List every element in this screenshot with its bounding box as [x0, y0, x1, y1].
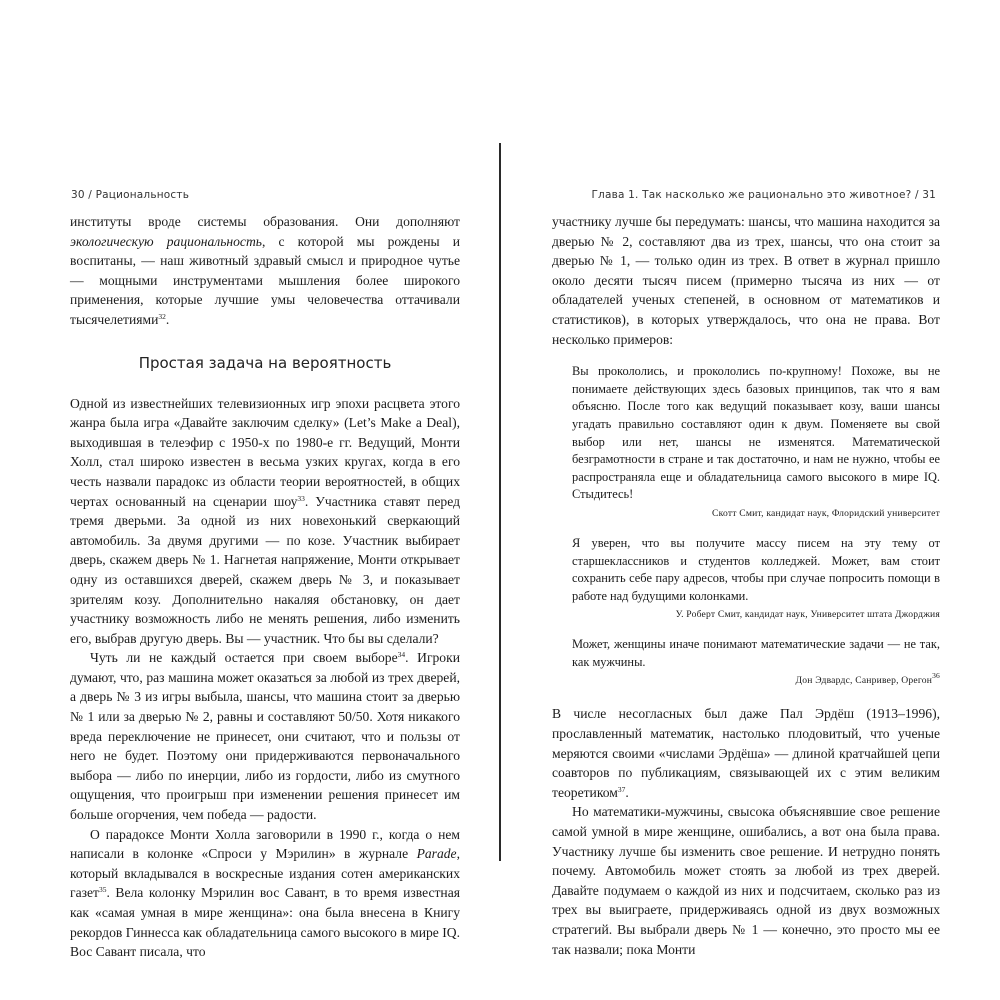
text-span: О парадоксе Монти Холла заговорили в 1990 г., когда о нем написали в колонке «Спроси у Мэрилин» в журнале — [70, 826, 460, 862]
text-span: . Вела колонку Мэрилин вос Савант, в то время известная как «самая умная в мире женщина»: она была внесена в Книгу рекордов Гиннесса как обладательница самого высокого в мире IQ. Вос Савант писала, что — [70, 885, 460, 960]
quote-text: Может, женщины иначе понимают математические задачи — не так, как мужчины. — [572, 637, 940, 669]
italic-term: экологическую рациональность — [70, 233, 262, 249]
right-page-body — [552, 212, 940, 959]
footnote-ref: 33 — [297, 493, 305, 503]
quote-block — [572, 535, 940, 622]
running-head-left: 30 / Рациональность — [71, 189, 190, 201]
text-span: . — [625, 784, 629, 800]
footnote-ref: 36 — [932, 671, 940, 681]
text-span: . Участника ставят перед тремя дверьми. За одной из них новехонький сверкающий автомобиль. За двумя другими — по козе. Участник выбирает дверь, скажем дверь № 1. Нагнетая напряжение, Монти открывает одну из оставшихся дверей, скажем дверь № 3, и показывает зрителям козу. Дополнительно накаляя обстановку, он дает участнику возможность либо не менять решения, либо изменить его, выбрав другую дверь. Вы — участник. Что бы вы сделали? — [70, 493, 461, 646]
quote-block — [572, 636, 940, 688]
text-span: институты вроде системы образования. Они дополняют — [70, 214, 460, 229]
text-span: , с которой мы рождены и воспитаны, — наш животный здравый смысл и природное чутье — мощными инструментами мышления более широкого применения, которые лучшие умы человечества оттачивали тысячелетиями — [70, 233, 461, 327]
right-page — [500, 0, 1000, 1000]
quote-text: Я уверен, что вы получите массу писем на эту тему от старшеклассников и студентов колледжей. Может, вам стоит сохранить себе пару адресов, чтобы при случае попросить помощи в работе над будущими колонками. — [572, 535, 940, 603]
paragraph: Но математики-мужчины, свысока объяснявшие свое решение самой умной в мире женщине, ошибались, а вот она была права. Участнику лучше бы изменить свое решение. И нетрудно понять почему. Автомобиль может стоять за любой из трех дверей. Давайте подумаем о каждой из них и подсчитаем, сколько раз из трех вы выиграете, придерживаясь одной из двух возможных стратегий. Вы выбрали дверь № 1 — конечно, это просто мы ее так назвали; пока Монти — [552, 804, 940, 957]
paragraph: участнику лучше бы передумать: шансы, что машина находится за дверью № 2, составляют два из трех, шансы, что она стоит за дверью № 1, — только один из трех. В ответ в журнал пришло около десяти тысяч писем (примерно тысяча из них — от обладателей ученых степеней, в основном от математиков и статистиков), в которых утверждалось, что она не права. Вот несколько примеров: — [552, 214, 940, 347]
paragraph — [70, 394, 460, 649]
paragraph — [552, 704, 940, 802]
text-span: В числе несогласных был даже Пал Эрдёш (1913–1996), прославленный математик, настолько плодовитый, что ученые меряются своими «числами Эрдёша» — длиной кратчайшей цепи соавторов по публикациям, связывающей их с этим великим теоретиком — [552, 706, 940, 800]
quote-attribution — [572, 671, 940, 688]
footnote-ref: 34 — [397, 650, 406, 660]
left-page-body — [70, 212, 460, 962]
text-span: . — [165, 311, 170, 327]
running-head-right: Глава 1. Так насколько же рационально это животное? / 31 — [591, 189, 936, 201]
footnote-ref: 35 — [98, 885, 107, 895]
quote-attribution: Скотт Смит, кандидат наук, Флоридский университет — [712, 507, 940, 519]
footnote-ref: 32 — [158, 311, 166, 321]
text-span: Одной из известнейших телевизионных игр эпохи расцвета этого жанра была игра «Давайте заключим сделку» (Let’s Make a Deal), выходившая в телеэфир с 1950-х по 1980-е гг. Ведущий, Монти Холл, стал широко известен в весьма узких кругах, когда в его честь назвали парадокс из области теории вероятностей, в общих чертах основанный на сценарии шоу — [70, 395, 460, 509]
quote-block — [572, 363, 940, 521]
text-span: Дон Эдвардс, Санривер, Орегон — [795, 675, 933, 687]
quote-attribution: У. Роберт Смит, кандидат наук, Университет штата Джорджия — [675, 609, 940, 621]
paragraph — [70, 648, 460, 824]
italic-term: Parade — [416, 846, 457, 862]
footnote-ref: 37 — [617, 784, 626, 794]
text-span: , который вкладывался в воскресные издания сотен американских газет — [70, 846, 460, 901]
quote-text: Вы прокололись, и прокололись по-крупному! Похоже, вы не понимаете действующих здесь базовых принципов, так что я вам объясню. После того как ведущий показывает козу, ваши шансы угадать правильно составляют один к двум. Поменяете вы свой выбор или нет, шансы не изменятся. Математической безграмотности в стране и так достаточно, и нам не нужно, чтобы ее распространяла еще и обладательница самого высокого в мире IQ. Стыдитесь! — [572, 364, 940, 502]
paragraph — [70, 212, 460, 330]
text-span: Чуть ли не каждый остается при своем выборе — [90, 650, 398, 666]
section-heading: Простая задача на вероятность — [138, 353, 392, 372]
text-span: . Игроки думают, что, раз машина может оказаться за любой из трех дверей, а дверь № 3 из игры выбыла, шансы, что машина стоит за дверью № 1 или за дверью № 2, равны и составляют 50/50. Хотя никакого вреда переключение не принесет, они считают, что и пользы от него не будет. Поэтому они придерживаются первоначального выбора — либо по инерции, либо из гордости, либо из смутного ощущения, что проигрыш при изменении решения принесет им больше огорчения, чем победа — радости. — [70, 650, 460, 823]
paragraph — [70, 825, 460, 962]
